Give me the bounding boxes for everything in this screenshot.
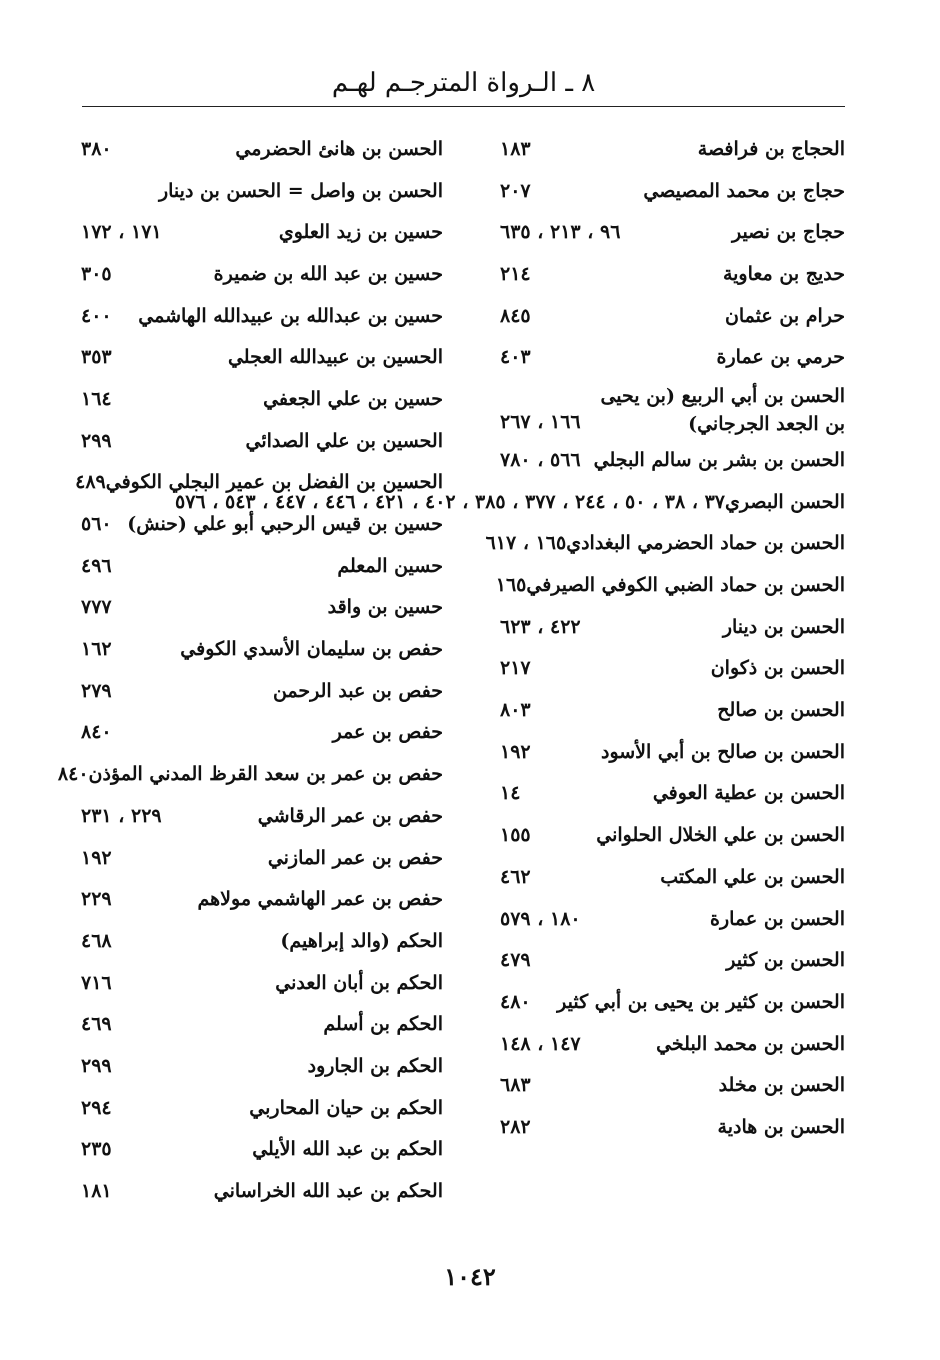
page-references: ٤٨٠ xyxy=(500,990,531,1013)
narrator-name: حجاج بن نصير xyxy=(731,221,845,244)
page-references: ٩٦ ، ٢١٣ ، ٦٣٥ xyxy=(500,221,621,244)
page-references: ٢١٧ xyxy=(500,657,531,680)
page-references: ٢٩٩ xyxy=(81,1054,112,1077)
narrator-name: الحكم بن أسلم xyxy=(323,1013,443,1036)
index-entry xyxy=(500,439,845,481)
page-references: ٣٥٣ xyxy=(81,346,112,369)
narrator-name: حفص بن سليمان الأسدي الكوفي xyxy=(180,638,443,661)
page-references: ١٦٥ xyxy=(495,574,527,597)
index-entry xyxy=(81,378,443,420)
page-references: ٤٠٣ xyxy=(500,346,531,369)
page-references: ٢٩٤ xyxy=(81,1096,112,1119)
index-entry xyxy=(500,606,845,648)
index-entry xyxy=(500,253,845,295)
narrator-name: الحسن بن حماد الضبي الكوفي الصيرفي xyxy=(526,574,845,597)
index-entry xyxy=(81,670,443,712)
index-entry xyxy=(500,814,845,856)
index-entry xyxy=(81,1129,443,1171)
page-references: ٢٠٧ xyxy=(500,179,531,202)
narrator-name: الحسن بن صالح xyxy=(717,699,845,722)
index-entry xyxy=(500,128,845,170)
narrator-name: الحكم بن أبان العدني xyxy=(275,971,443,994)
page-references: ١٨١ xyxy=(81,1180,112,1203)
index-entry xyxy=(81,878,443,920)
page-references: ٣٨٠ xyxy=(81,137,112,160)
narrator-name: حفص بن عمر المازني xyxy=(267,846,443,869)
index-entry xyxy=(500,336,845,378)
index-entry xyxy=(500,898,845,940)
index-entry xyxy=(81,545,443,587)
index-entry xyxy=(500,689,845,731)
narrator-name: الحسن بن علي المكتب xyxy=(660,865,845,888)
page-references: ٨٠٣ xyxy=(500,699,531,722)
index-entry xyxy=(81,503,443,545)
index-entry xyxy=(500,378,845,439)
narrator-name: حرام بن عثمان xyxy=(724,304,845,327)
narrator-name: الحسن بن بشر بن سالم البجلي xyxy=(593,448,845,471)
narrator-name: الحسن بن عطية العوفي xyxy=(652,782,845,805)
page-references: ٤٦٢ xyxy=(500,865,531,888)
page-references: ٤٦٩ xyxy=(81,1013,112,1036)
narrator-name: الحكم بن عبد الله الأيلي xyxy=(252,1138,443,1161)
page-references: ٨٤٥ xyxy=(500,304,531,327)
page-references: ٤٦٨ xyxy=(81,929,112,952)
page-references: ١٥٥ xyxy=(500,824,531,847)
narrator-name: حسين بن علي الجعفي xyxy=(263,387,443,410)
index-entry xyxy=(81,1045,443,1087)
index-entry xyxy=(81,628,443,670)
narrator-name: الحكم بن الجارود xyxy=(307,1054,443,1077)
page-references: ٣٠٥ xyxy=(81,262,112,285)
page-references: ١٤ xyxy=(500,782,521,805)
index-entry xyxy=(500,211,845,253)
section-title: ٨ ـ الـرواة المترجـم لهـم xyxy=(331,68,596,98)
narrator-name: حديج بن معاوية xyxy=(722,262,845,285)
index-entry xyxy=(500,981,845,1023)
index-entry xyxy=(81,1003,443,1045)
narrator-name: الحسن بن مخلد xyxy=(718,1074,845,1097)
index-entry xyxy=(81,295,443,337)
narrator-name: الحسن بن أبي الربيع (بن يحيى بن الجعد الجرجاني) xyxy=(600,385,845,436)
index-entry xyxy=(500,1023,845,1065)
narrator-name: الحكم (والد إبراهيم) xyxy=(280,929,443,952)
index-entry xyxy=(81,211,443,253)
narrator-name: الحسن بن هادية xyxy=(717,1115,845,1138)
narrator-name: حفص بن عمر الهاشمي مولاهم xyxy=(197,888,443,911)
narrator-name: الحجاج بن فرافصة xyxy=(697,137,845,160)
narrator-name: حسين المعلم xyxy=(337,554,443,577)
index-entry xyxy=(81,587,443,629)
index-entry xyxy=(81,1087,443,1129)
narrator-name: حسين بن واقد xyxy=(327,596,443,619)
index-column-left xyxy=(57,128,443,1212)
page-references: ١٦٤ xyxy=(81,387,112,410)
page-number: ١٠٤٢ xyxy=(444,1262,496,1291)
page-references: ١٤٧ ، ١٤٨ xyxy=(500,1032,581,1055)
narrator-name: حفص بن عبد الرحمن xyxy=(272,679,443,702)
index-entry xyxy=(500,773,845,815)
narrator-name: الحسن البصري xyxy=(725,490,845,513)
narrator-name: حفص بن عمر xyxy=(332,721,443,744)
page-references: ١٦٦ ، ٢٦٧ xyxy=(500,411,581,434)
index-entry xyxy=(500,1106,845,1148)
narrator-name: الحسن بن محمد البلخي xyxy=(656,1032,845,1055)
page-references: ١٨٣ xyxy=(500,137,531,160)
narrator-name: الحسن بن صالح بن أبي الأسود xyxy=(600,740,845,763)
page-references: ٢٣٥ xyxy=(81,1138,112,1161)
narrator-name: الحكم بن عبد الله الخراساني xyxy=(213,1180,443,1203)
narrator-name: الحسن بن دينار xyxy=(722,615,845,638)
page-references: ٤٢٢ ، ٦٢٣ xyxy=(500,615,581,638)
page-references: ٥٦٦ ، ٧٨٠ xyxy=(500,448,581,471)
narrator-name: حرمي بن عمارة xyxy=(716,346,845,369)
page-references: ١٦٥ ، ٦١٧ xyxy=(485,532,567,555)
narrator-name: الحسن بن عمارة xyxy=(710,907,845,930)
index-entry xyxy=(81,920,443,962)
narrator-name: حسين بن عبدالله بن عبيدالله الهاشمي xyxy=(138,304,443,327)
narrator-name: الحسين بن الفضل بن عمير البجلي الكوفي xyxy=(105,471,443,494)
index-entry xyxy=(81,170,443,212)
page-references: ٢٢٩ xyxy=(81,888,112,911)
page-references: ٦٨٣ xyxy=(500,1074,531,1097)
page-references: ١٩٢ xyxy=(81,846,112,869)
index-entry xyxy=(500,939,845,981)
page-references: ٤٠٠ xyxy=(81,304,112,327)
index-entry xyxy=(81,420,443,462)
page-references: ٢١٤ xyxy=(500,262,531,285)
index-entry xyxy=(81,128,443,170)
narrator-name: حفص بن عمر الرقاشي xyxy=(257,804,443,827)
narrator-name: حسين بن قيس الرحبي أبو علي (حنش) xyxy=(127,513,443,536)
index-entry xyxy=(81,1170,443,1212)
narrator-name: الحسن بن علي الخلال الحلواني xyxy=(596,824,845,847)
index-entry xyxy=(81,712,443,754)
index-entry xyxy=(500,856,845,898)
narrator-name: الحسين بن علي الصدائي xyxy=(245,429,443,452)
index-entry xyxy=(500,731,845,773)
index-entry xyxy=(81,795,443,837)
narrator-name: الحسن بن كثير xyxy=(726,949,845,972)
page-references: ١٨٠ ، ٥٧٩ xyxy=(500,907,581,930)
narrator-name: الحسين بن عبيدالله العجلي xyxy=(227,346,443,369)
page-references: ٤٩٦ xyxy=(81,554,112,577)
page-references: ٨٤٠ xyxy=(81,721,112,744)
index-entry xyxy=(81,336,443,378)
page-references: ٢٢٩ ، ٢٣١ xyxy=(81,804,162,827)
page-references: ٢٧٩ xyxy=(81,679,112,702)
index-entry xyxy=(81,962,443,1004)
page-references: ٢٩٩ xyxy=(81,429,112,452)
page-references: ٣٧ ، ٣٨ ، ٥٠ ، ٢٤٤ ، ٣٧٧ ، ٣٨٥ ، ٤٠٢ ، ٤٢١ ، ٤٤٦ ، ٤٤٧ ، ٥٤٣ ، ٥٧٦ xyxy=(174,490,725,513)
index-entry xyxy=(495,564,845,606)
index-entry xyxy=(75,462,443,504)
narrator-name: الحسن بن واصل = الحسن بن دينار xyxy=(158,179,443,202)
page-references: ٥٦٠ xyxy=(81,513,112,536)
page-references: ٧١٦ xyxy=(81,971,112,994)
narrator-name: الحسن بن ذكوان xyxy=(710,657,845,680)
page-references: ٧٧٧ xyxy=(81,596,112,619)
page-references: ٤٧٩ xyxy=(500,949,531,972)
index-entry xyxy=(81,837,443,879)
index-entry xyxy=(57,753,443,795)
narrator-name: حفص بن عمر بن سعد القرظ المدني المؤذن xyxy=(88,763,443,786)
narrator-name: الحسن بن حماد الحضرمي البغدادي xyxy=(566,532,845,555)
page-references: ٤٨٩ xyxy=(75,471,106,494)
page-references: ١٧١ ، ١٧٢ xyxy=(81,221,162,244)
page-header xyxy=(82,62,845,107)
narrator-name: الحسن بن هانئ الحضرمي xyxy=(235,137,443,160)
index-entry xyxy=(81,253,443,295)
narrator-name: حسين بن زيد العلوي xyxy=(278,221,443,244)
narrator-name: الحسن بن كثير بن يحيى بن أبي كثير xyxy=(557,990,845,1013)
index-entry xyxy=(500,295,845,337)
page-references: ١٦٢ xyxy=(81,638,112,661)
narrator-name: حسين بن عبد الله بن ضميرة xyxy=(213,262,443,285)
page-references: ٢٨٢ xyxy=(500,1115,531,1138)
narrator-name: حجاج بن محمد المصيصي xyxy=(643,179,845,202)
index-entry xyxy=(174,481,845,523)
index-entry xyxy=(500,170,845,212)
index-entry xyxy=(500,1064,845,1106)
page-references: ٨٤٠ xyxy=(57,763,89,786)
narrator-name: الحكم بن حيان المحاربي xyxy=(249,1096,443,1119)
index-entry xyxy=(485,523,845,565)
index-entry xyxy=(500,648,845,690)
page-references: ١٩٢ xyxy=(500,740,531,763)
